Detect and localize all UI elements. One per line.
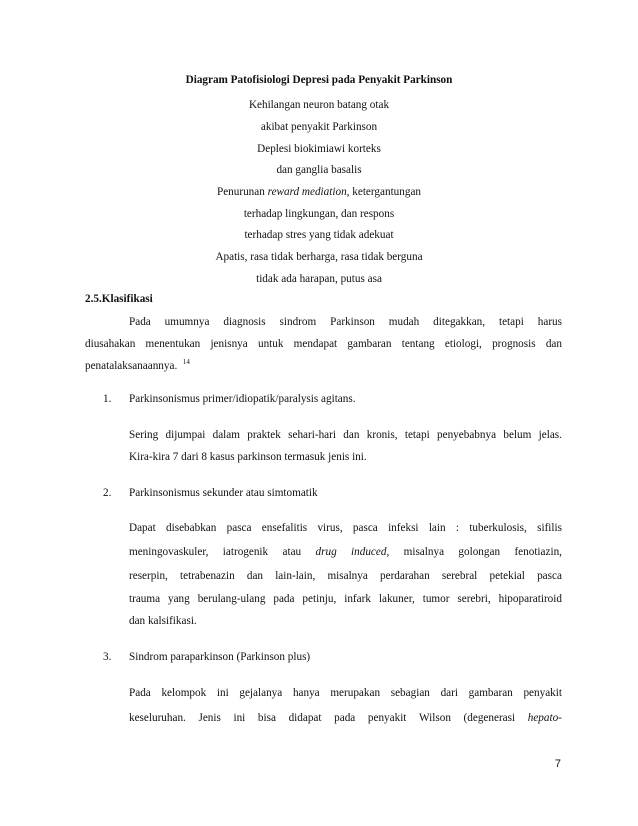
paragraph-line: Sering dijumpai dalam praktek sehari-hari dan kronis, tetapi penyebabnya belum jelas. — [129, 429, 562, 441]
list-item-title: Parkinsonismus sekunder atau simtomatik — [129, 487, 318, 499]
paragraph-line: dan kalsifikasi. — [129, 615, 197, 627]
paragraph-line: meningovaskuler, iatrogenik atau drug induced, misalnya golongan fenotiazin, — [129, 546, 562, 558]
footnote-ref: 14 — [182, 358, 190, 366]
reward-post: , ketergantungan — [346, 186, 422, 198]
paragraph-line: penatalaksanaannya. $^{14}$ — [85, 358, 190, 372]
paragraph-line: Dapat disebabkan pasca ensefalitis virus, pasca infeksi lain : tuberkulosis, sifilis — [129, 522, 562, 534]
paragraph-line: keseluruhan. Jenis ini bisa didapat pada penyakit Wilson (degenerasi hepato- — [129, 712, 562, 724]
diagram-line: akibat penyakit Parkinson — [260, 121, 378, 133]
diagram-title: Diagram Patofisiologi Depresi pada Penyakit Parkinson — [185, 74, 453, 86]
diagram-line: terhadap lingkungan, dan respons — [243, 208, 395, 220]
diagram-line-reward — [0, 186, 638, 198]
page-number: 7 — [554, 758, 561, 770]
paragraph-line: reserpin, tetrabenazin dan lain-lain, misalnya perdarahan serebral petekial pasca — [129, 570, 562, 582]
diagram-line: dan ganglia basalis — [276, 164, 362, 176]
diagram-line: Apatis, rasa tidak berharga, rasa tidak berguna — [215, 251, 423, 263]
section-heading: 2.5.Klasifikasi — [85, 293, 153, 305]
paragraph-line: diusahakan menentukan jenisnya untuk mendapat gambaran tentang etiologi, prognosis dan — [85, 338, 562, 350]
paragraph-line: trauma yang berulang-ulang pada petinju, infark lakuner, tumor serebri, hipoparatiroid — [129, 593, 562, 605]
paragraph-line: Pada kelompok ini gejalanya hanya merupakan sebagian dari gambaran penyakit — [129, 687, 562, 699]
reward-italic: reward mediation — [267, 186, 347, 198]
list-number: 3. — [103, 651, 112, 663]
paragraph-line: Pada umumnya diagnosis sindrom Parkinson mudah ditegakkan, tetapi harus — [129, 316, 562, 328]
paragraph-line: Kira-kira 7 dari 8 kasus parkinson termasuk jenis ini. — [129, 451, 367, 463]
diagram-line: tidak ada harapan, putus asa — [256, 273, 382, 285]
list-item-title: Sindrom paraparkinson (Parkinson plus) — [129, 651, 311, 663]
list-number: 1. — [103, 393, 112, 405]
list-item-title: Parkinsonismus primer/idiopatik/paralysis agitans. — [129, 393, 356, 405]
diagram-line: Kehilangan neuron batang otak — [248, 99, 390, 111]
list-number: 2. — [103, 487, 112, 499]
diagram-line: Deplesi biokimiawi korteks — [257, 143, 381, 155]
reward-pre: Penurunan — [216, 186, 265, 198]
diagram-line: terhadap stres yang tidak adekuat — [244, 229, 394, 241]
